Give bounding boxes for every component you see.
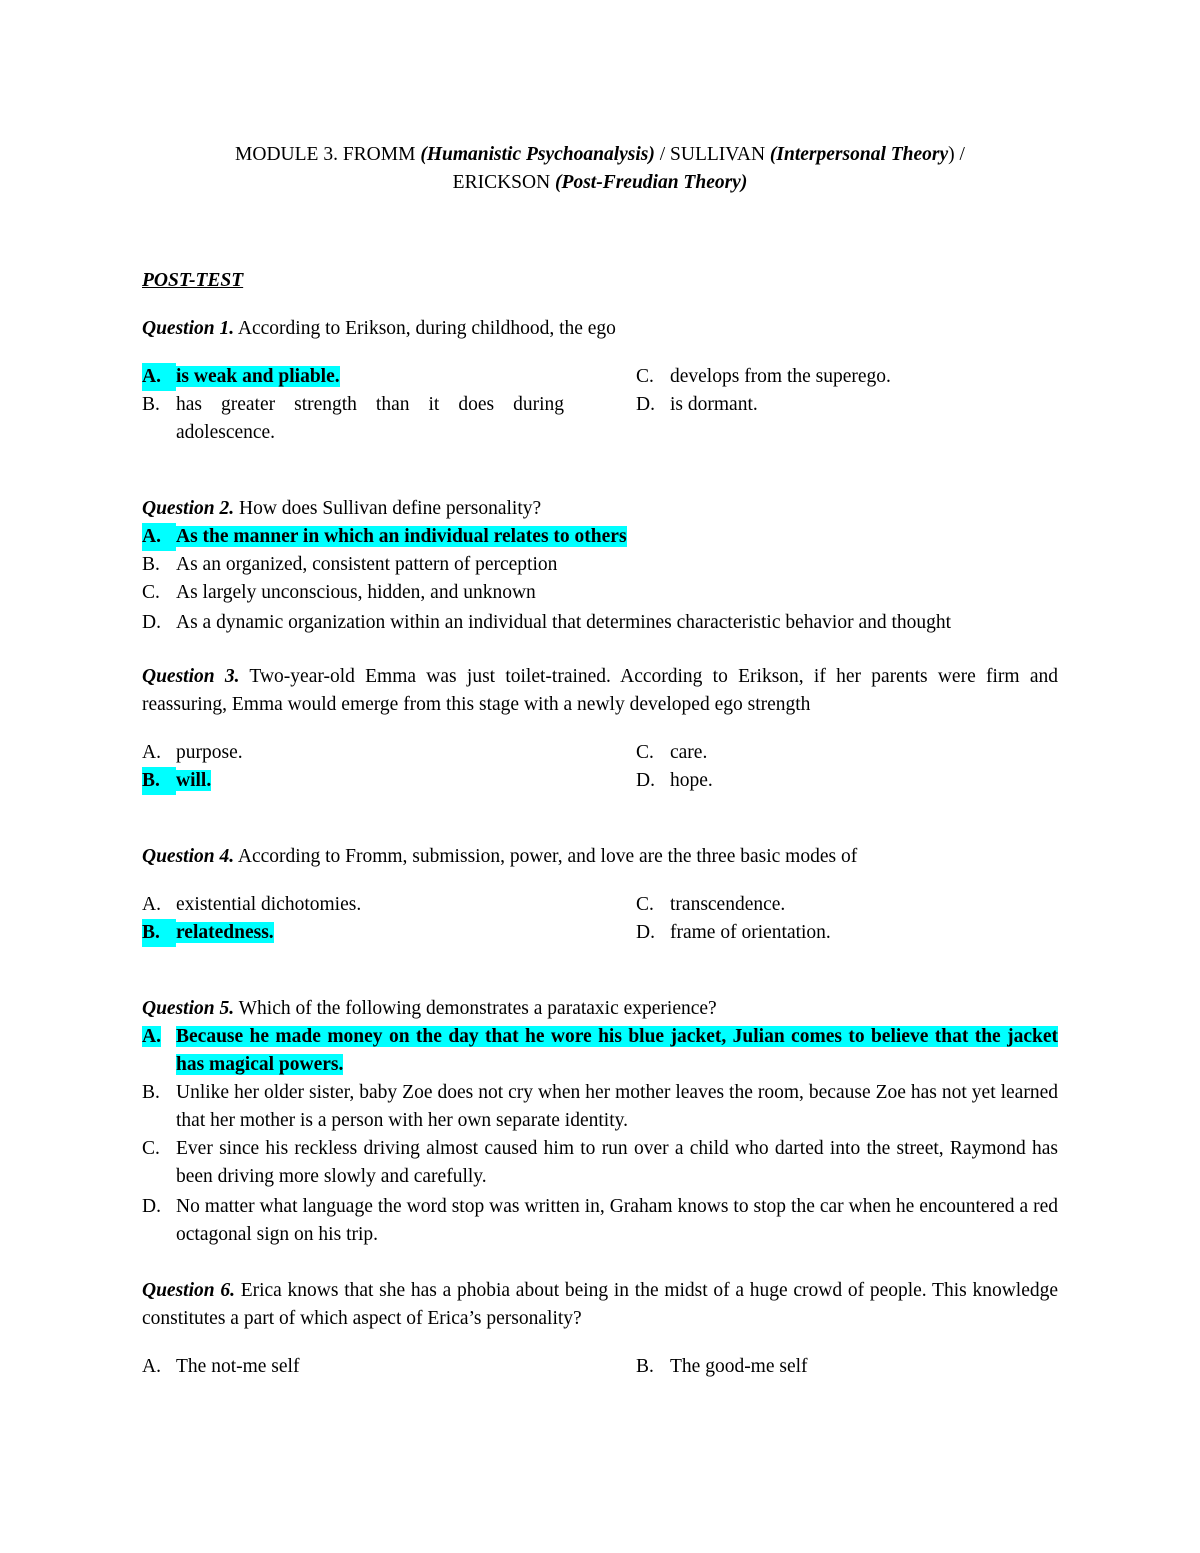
- option-d: D. is dormant.: [636, 394, 758, 415]
- options-q5: [142, 1023, 1058, 1249]
- question-4: [142, 843, 1058, 871]
- title-text: ) /: [948, 144, 965, 165]
- option-b: B. As an organized, consistent pattern of perception: [142, 554, 558, 575]
- options-left-column: [142, 891, 636, 947]
- options-q3: [142, 739, 1058, 795]
- question-text: According to Fromm, submission, power, and love are the three basic modes of: [234, 846, 858, 867]
- question-5: [142, 995, 1058, 1023]
- option-b: B. Unlike her older sister, baby Zoe does not cry when her mother leaves the room, because Zoe has not yet learned that her mother is a person with her own separate identity.: [142, 1082, 1058, 1131]
- question-label: Question 1.: [142, 318, 235, 339]
- option-d: D. No matter what language the word stop was written in, Graham knows to stop the car when he encountered a red octagonal sign on his trip.: [142, 1196, 1058, 1245]
- question-6: [142, 1277, 1058, 1333]
- title-fromm-theory: (Humanistic Psychoanalysis): [420, 144, 655, 165]
- question-text: Two-year-old Emma was just toilet-trained. According to Erikson, if her parents were firm and reassuring, Emma would emerge from this stage with a newly developed ego strength: [142, 666, 1058, 715]
- question-3: [142, 663, 1058, 719]
- option-b: B. will.: [142, 767, 636, 795]
- question-label: Question 5.: [142, 998, 235, 1019]
- option-b: B. has greater strength than it does during adolescence.: [142, 394, 564, 443]
- option-d: D. frame of orientation.: [636, 922, 831, 943]
- option-a: A. The not-me self: [142, 1356, 300, 1377]
- option-c: C. transcendence.: [636, 894, 786, 915]
- options-right-column: [636, 891, 1058, 947]
- option-d: D. As a dynamic organization within an individual that determines characteristic behavior and thought: [142, 612, 952, 633]
- option-a: A. is weak and pliable.: [142, 363, 636, 391]
- question-label: Question 4.: [142, 846, 235, 867]
- options-right-column: [636, 739, 1058, 795]
- document-page: [142, 0, 1058, 1381]
- options-q1: [142, 363, 1058, 447]
- title-erickson-theory: (Post-Freudian Theory): [555, 172, 748, 193]
- option-b: B. The good-me self: [636, 1356, 808, 1377]
- title-text: MODULE 3. FROMM: [235, 144, 421, 165]
- options-right-column: [636, 1353, 1058, 1381]
- question-1: [142, 315, 1058, 343]
- option-b: B. relatedness.: [142, 919, 636, 947]
- question-label: Question 6.: [142, 1280, 235, 1301]
- title-sullivan-theory: (Interpersonal Theory: [769, 144, 949, 165]
- options-left-column: [142, 1353, 636, 1381]
- options-left-column: [142, 739, 636, 795]
- option-a: A. existential dichotomies.: [142, 894, 362, 915]
- question-label: Question 2.: [142, 498, 235, 519]
- title-text: / SULLIVAN: [654, 144, 770, 165]
- options-q6: [142, 1353, 1058, 1381]
- option-a: A. As the manner in which an individual relates to others: [142, 523, 1058, 551]
- title-text: ERICKSON: [452, 172, 556, 193]
- option-c: C. Ever since his reckless driving almost caused him to run over a child who darted into the street, Raymond has been driving more slowly and carefully.: [142, 1138, 1058, 1187]
- question-label: Question 3.: [142, 666, 240, 687]
- options-right-column: [636, 363, 1058, 447]
- option-d: D. hope.: [636, 770, 713, 791]
- options-left-column: [142, 363, 636, 447]
- option-a: A. Because he made money on the day that he wore his blue jacket, Julian comes to believe that the jacket has magical powers.: [142, 1026, 1058, 1075]
- options-q2: [142, 523, 1058, 637]
- option-a: A. purpose.: [142, 742, 243, 763]
- question-text: Erica knows that she has a phobia about being in the midst of a huge crowd of people. This knowledge constitutes a part of which aspect of Erica’s personality?: [142, 1280, 1059, 1329]
- option-c: C. As largely unconscious, hidden, and unknown: [142, 582, 536, 603]
- options-q4: [142, 891, 1058, 947]
- question-2: [142, 495, 1058, 523]
- option-c: C. care.: [636, 742, 708, 763]
- question-text: Which of the following demonstrates a parataxic experience?: [234, 998, 717, 1019]
- option-c: C. develops from the superego.: [636, 366, 891, 387]
- question-text: According to Erikson, during childhood, the ego: [234, 318, 616, 339]
- section-title: POST-TEST: [142, 270, 244, 291]
- question-text: How does Sullivan define personality?: [234, 498, 542, 519]
- module-title: [142, 141, 1058, 197]
